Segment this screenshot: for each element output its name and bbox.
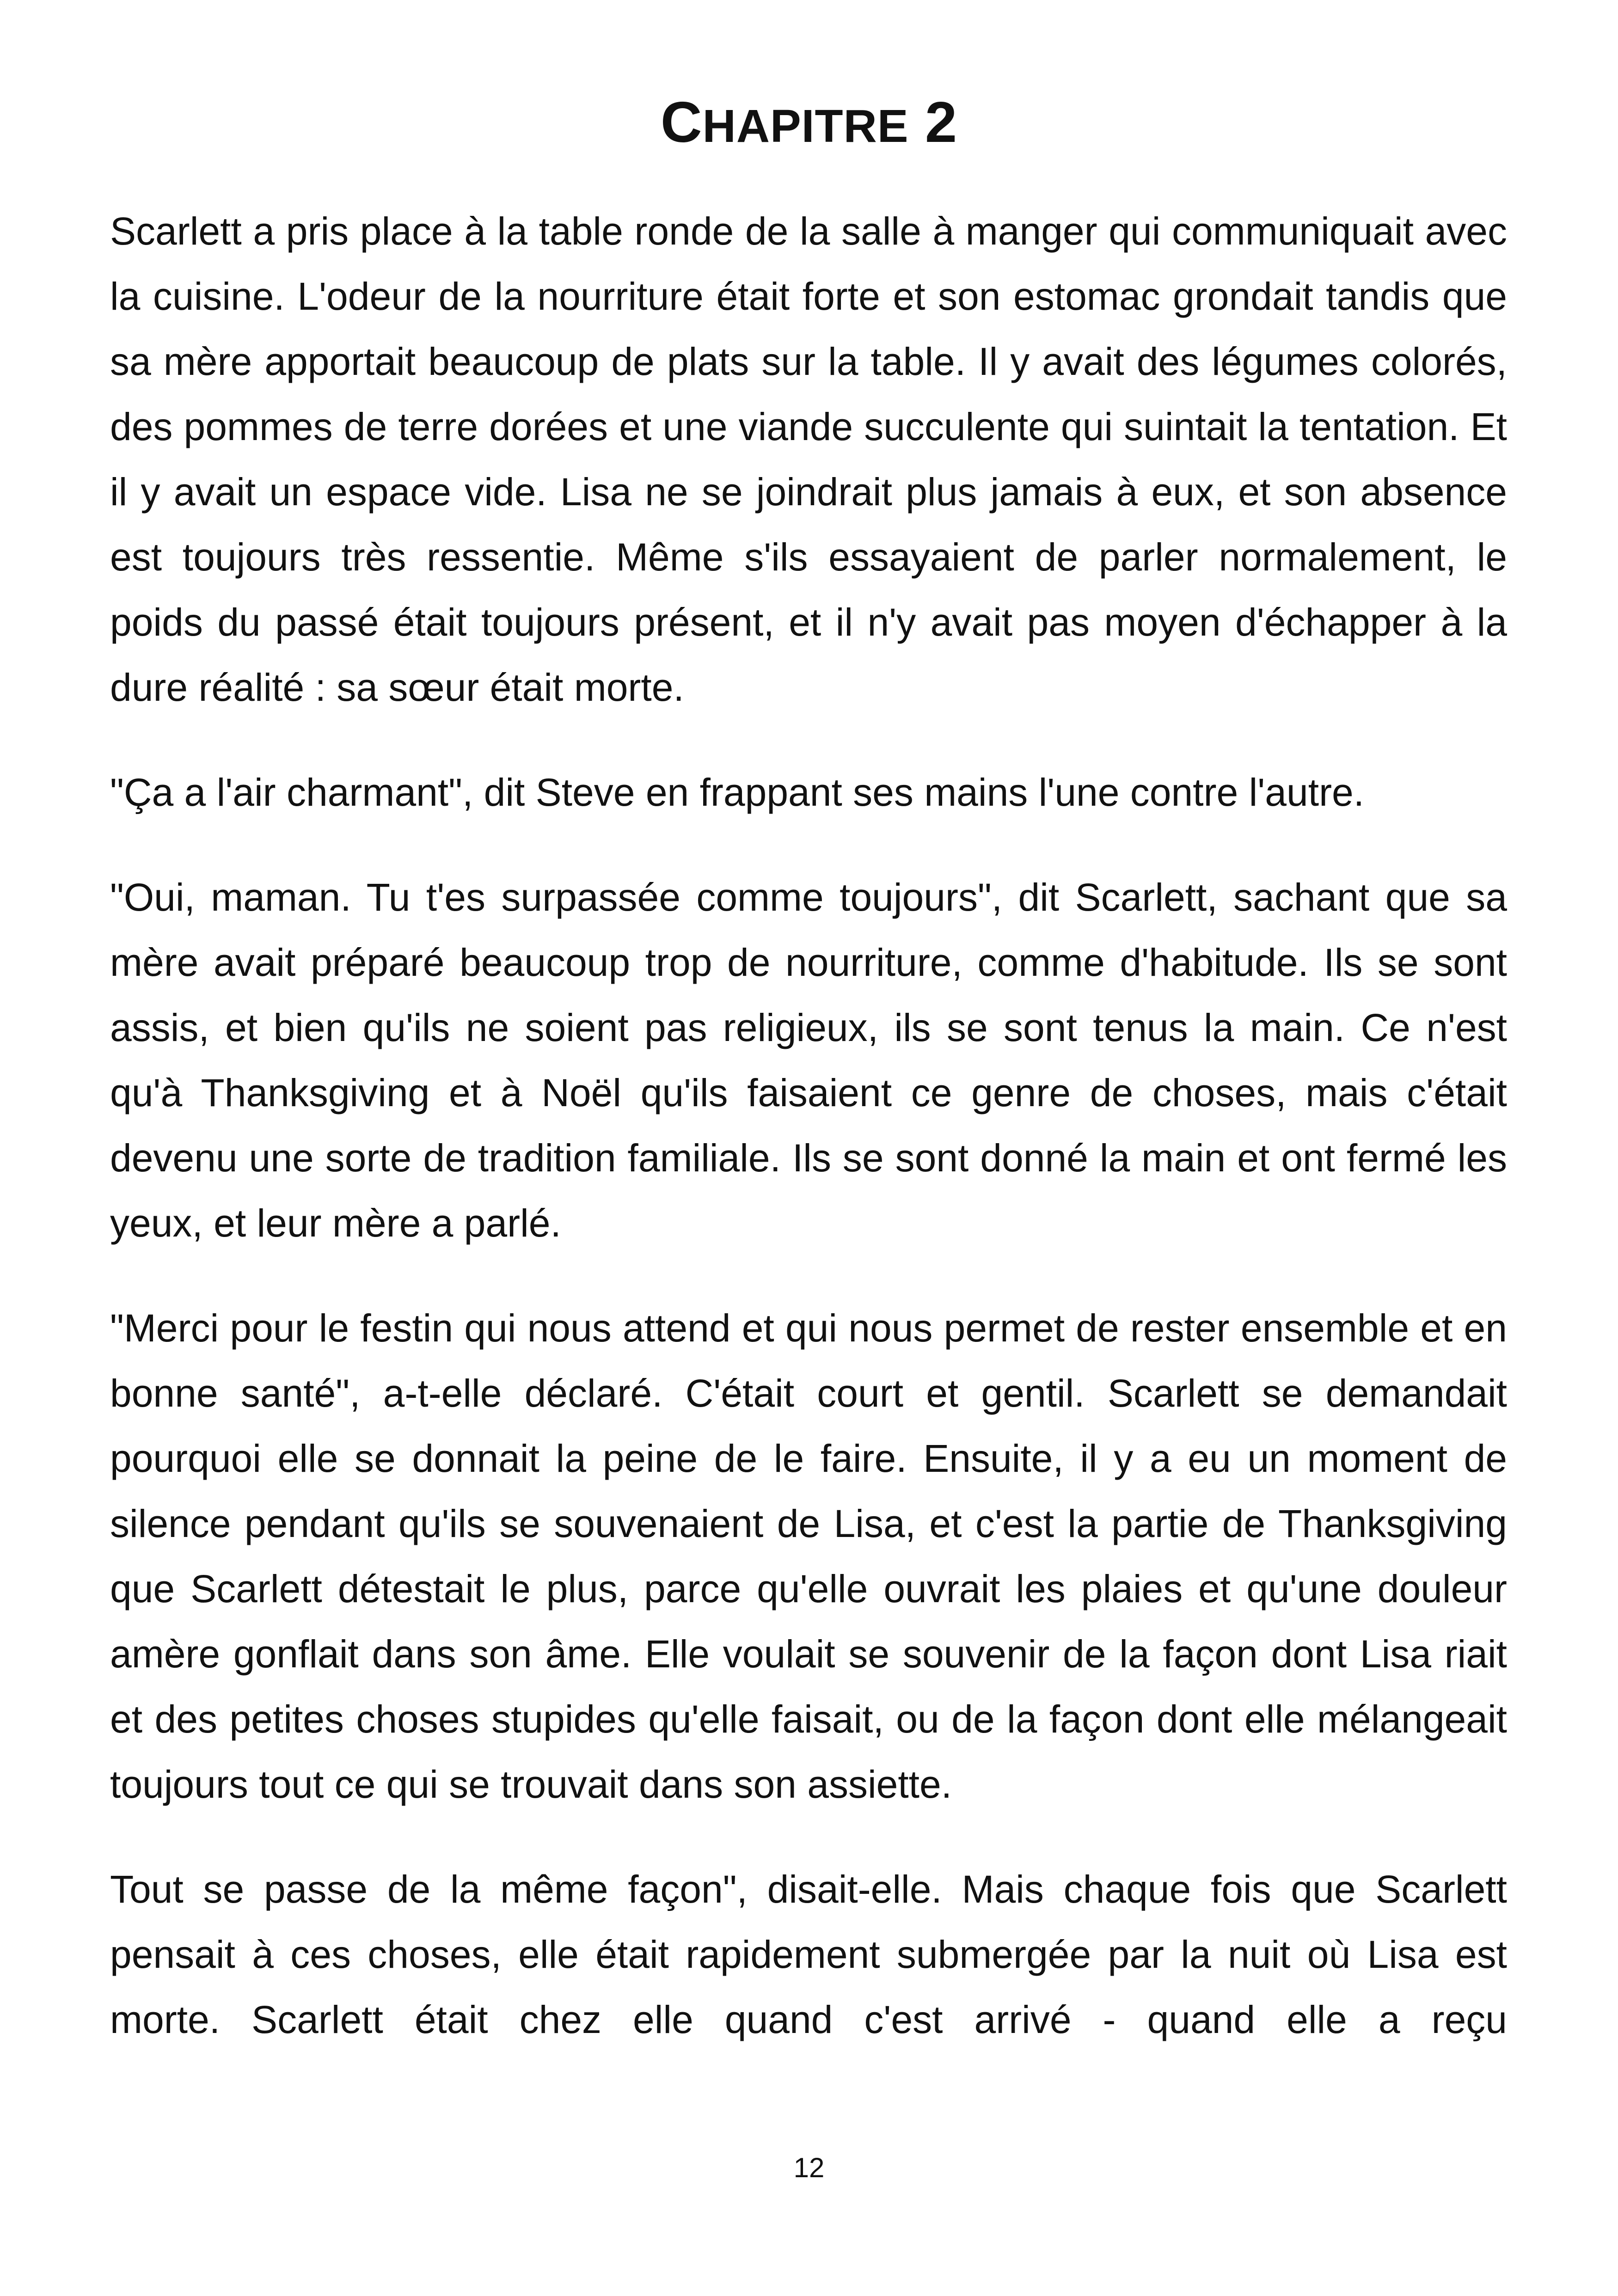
paragraph-1: Scarlett a pris place à la table ronde de la salle à manger qui communiquait avec la cuisine. L'odeur de la nourriture était forte et son estomac grondait tandis que sa mère apportait beaucoup de plats sur la table. Il y avait des légumes colorés, des pommes de terre dorées et une viande succulente qui suintait la tentation. Et il y avait un espace vide. Lisa ne se joindrait plus jamais à eux, et son absence est toujours très ressentie. Même s'ils essayaient de parler normalement, le poids du passé était toujours présent, et il n'y avait pas moyen d'échapper à la dure réalité : sa sœur était morte.: [110, 209, 1507, 709]
body-text: [110, 199, 1507, 2052]
chapter-title-text: CHAPITRE 2: [661, 91, 957, 154]
paragraph-5: Tout se passe de la même façon", disait-elle. Mais chaque fois que Scarlett pensait à ces choses, elle était rapidement submergée par la nuit où Lisa est morte. Scarlett était chez elle quand c'est arrivé - quand elle a reçu: [110, 1867, 1507, 2041]
chapter-title: [0, 88, 1618, 161]
paragraph-2: "Ça a l'air charmant", dit Steve en frappant ses mains l'une contre l'autre.: [110, 771, 1365, 814]
paragraph-3: "Oui, maman. Tu t'es surpassée comme toujours", dit Scarlett, sachant que sa mère avait préparé beaucoup trop de nourriture, comme d'habitude. Ils se sont assis, et bien qu'ils ne soient pas religieux, ils se sont tenus la main. Ce n'est qu'à Thanksgiving et à Noël qu'ils faisaient ce genre de choses, mais c'était devenu une sorte de tradition familiale. Ils se sont donné la main et ont fermé les yeux, et leur mère a parlé.: [110, 876, 1507, 1245]
page-number: 12: [793, 2152, 825, 2183]
paragraph-4: "Merci pour le festin qui nous attend et qui nous permet de rester ensemble et en bonne santé", a-t-elle déclaré. C'était court et gentil. Scarlett se demandait pourquoi elle se donnait la peine de le faire. Ensuite, il y a eu un moment de silence pendant qu'ils se souvenaient de Lisa, et c'est la partie de Thanksgiving que Scarlett détestait le plus, parce qu'elle ouvrait les plaies et qu'une douleur amère gonflait dans son âme. Elle voulait se souvenir de la façon dont Lisa riait et des petites choses stupides qu'elle faisait, ou de la façon dont elle mélangeait toujours tout ce qui se trouvait dans son assiette.: [110, 1306, 1507, 1806]
